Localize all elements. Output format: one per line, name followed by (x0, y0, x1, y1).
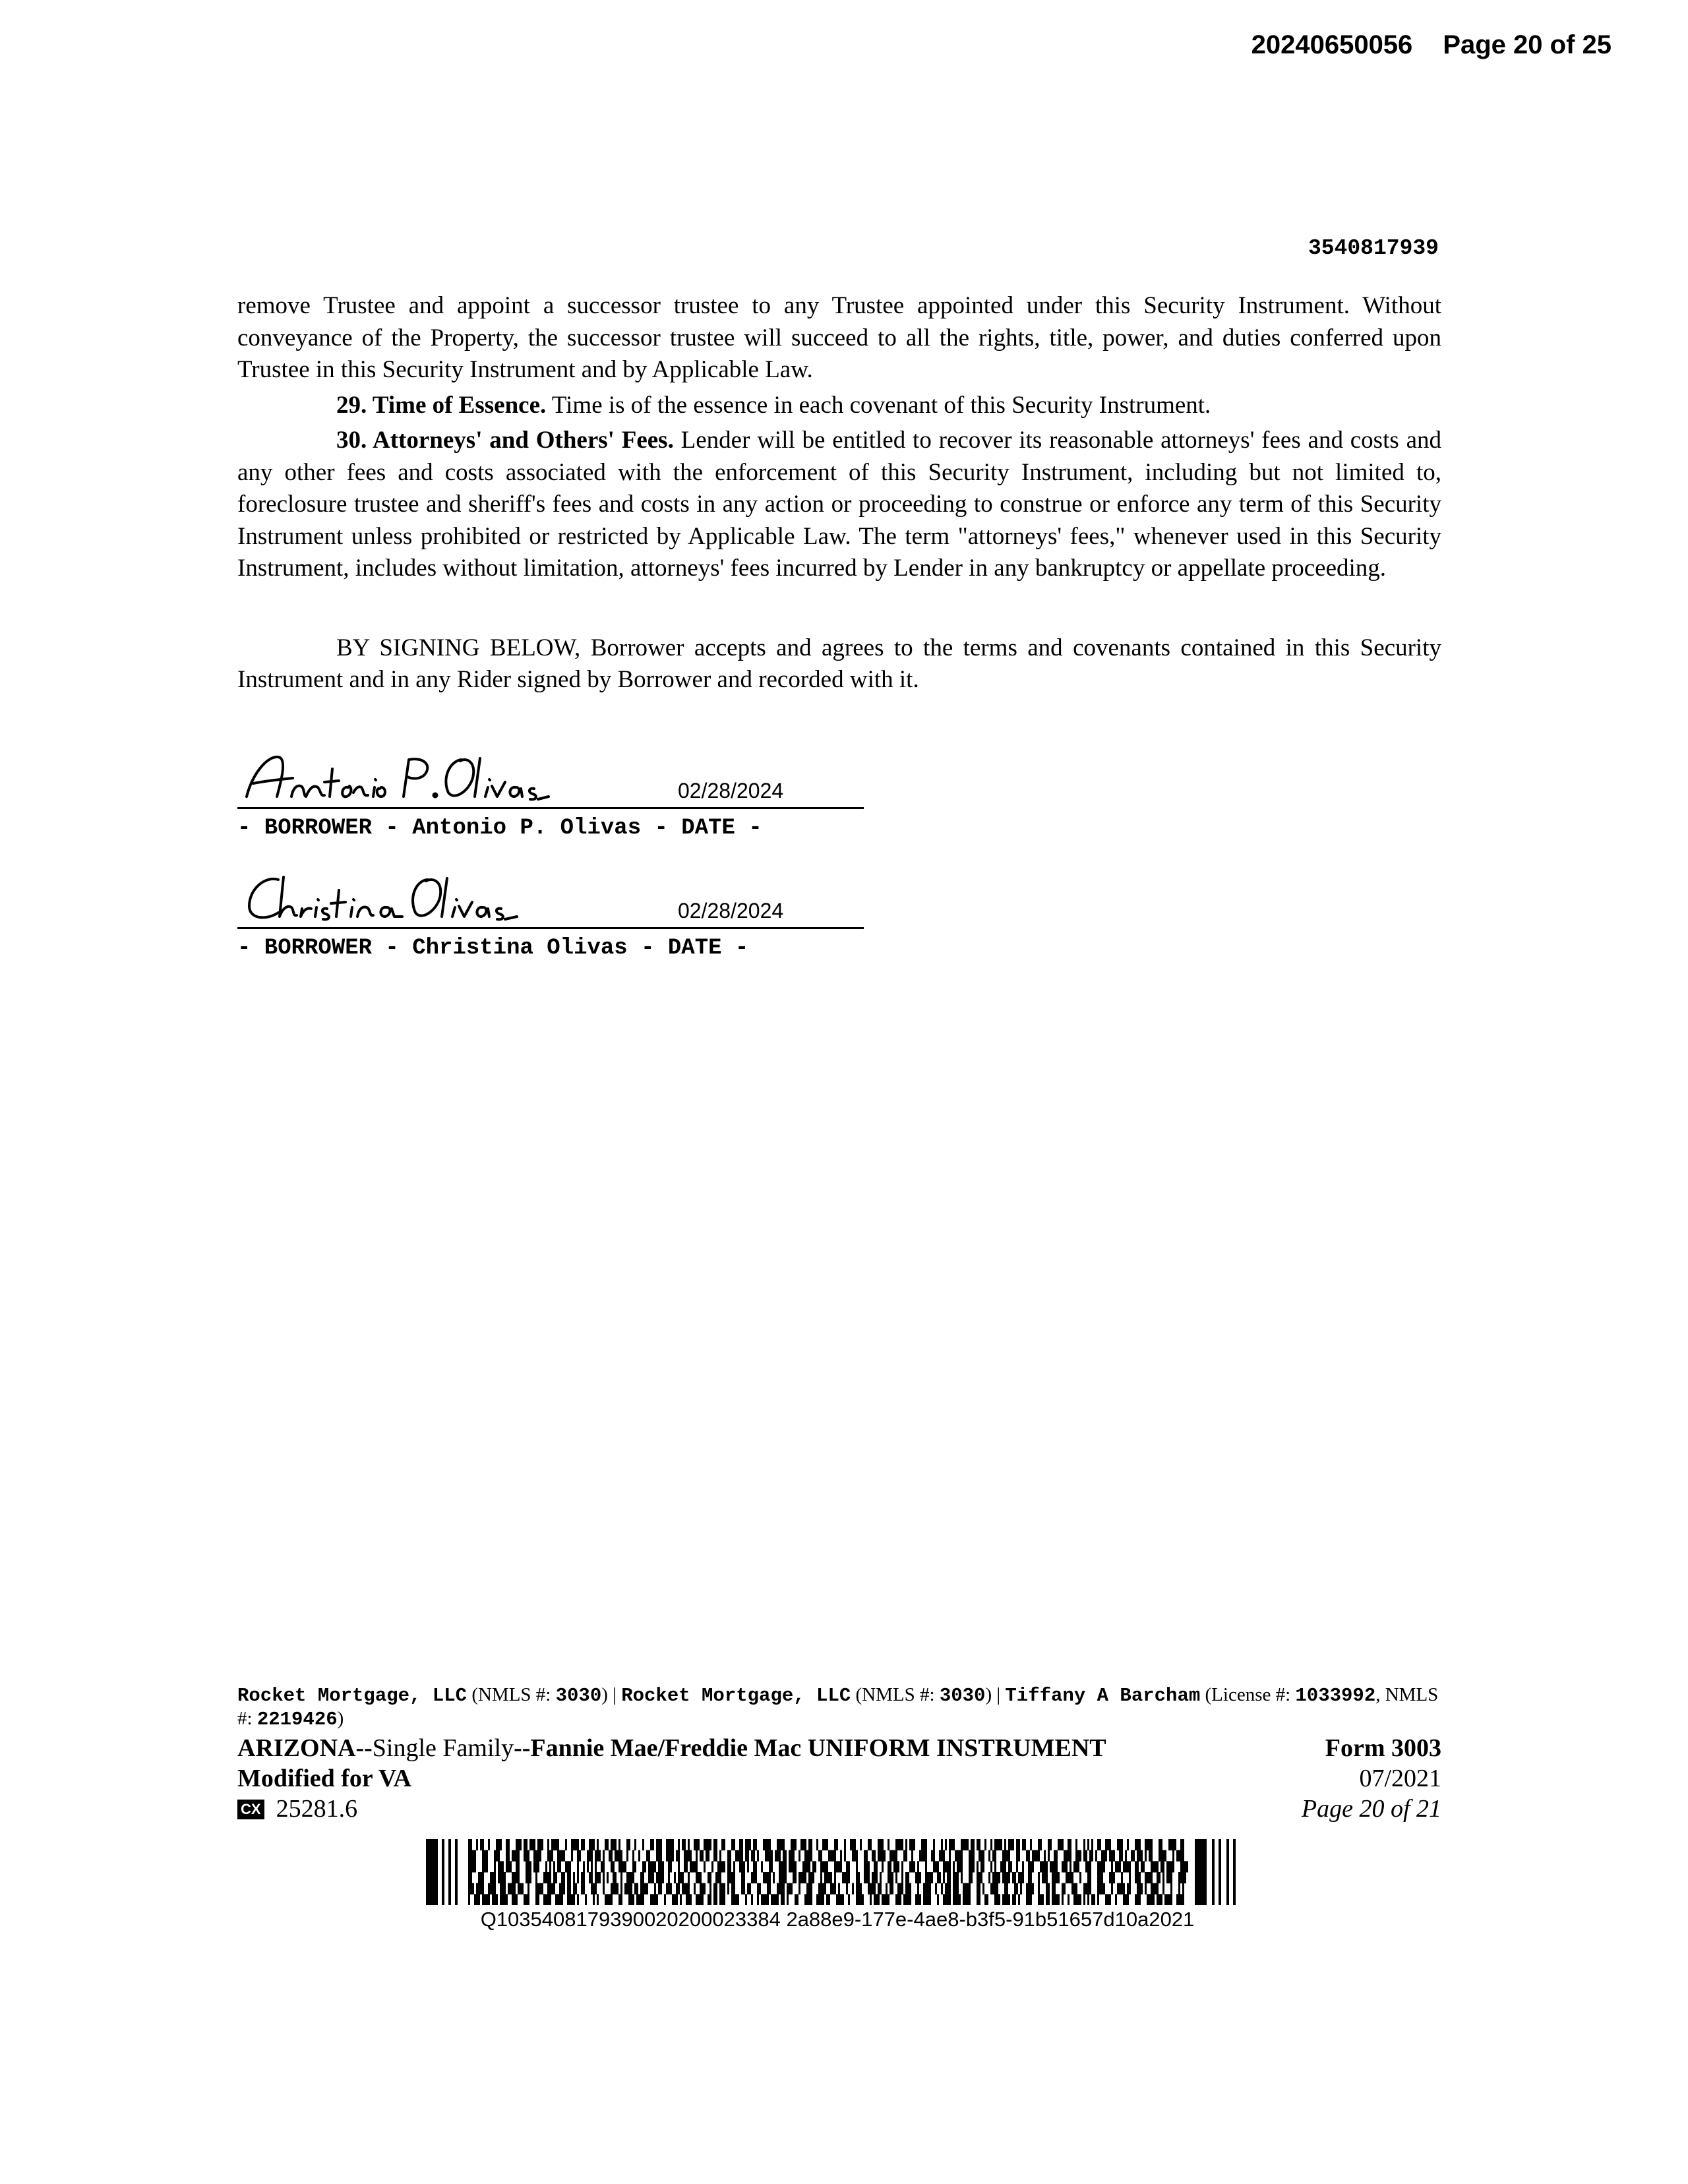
separator: ) | (601, 1684, 622, 1705)
signature-date: 02/28/2024 (678, 779, 784, 803)
nmls-number: 3030 (555, 1685, 602, 1707)
doc-code: 25281.6 (276, 1795, 358, 1823)
borrower-signature-block-1 (237, 752, 864, 841)
separator: -- (355, 1734, 373, 1762)
nmls-label: (NMLS #: (851, 1684, 940, 1705)
originator-name: Tiffany A Barcham (1005, 1685, 1201, 1707)
signature-line (237, 752, 864, 809)
recording-number: 20240650056 (1251, 30, 1413, 59)
separator: ) | (985, 1684, 1006, 1705)
nmls-label: (NMLS #: (467, 1684, 556, 1705)
nmls-label: , NMLS #: (237, 1684, 1439, 1729)
borrower-signature-block-2 (237, 872, 864, 961)
section-29-heading: 29. Time of Essence. (336, 391, 547, 419)
signature-caption: - BORROWER - Antonio P. Olivas - DATE - (237, 816, 762, 841)
signature-caption: - BORROWER - Christina Olivas - DATE - (237, 936, 749, 961)
form-date: 07/2021 (1359, 1765, 1441, 1792)
loan-number: 3540817939 (1308, 236, 1439, 260)
license-number: 1033992 (1295, 1685, 1376, 1707)
lender-originator-info (237, 1684, 1441, 1731)
nmls-number: 2219426 (256, 1709, 338, 1730)
property-type: Single Family (372, 1734, 514, 1762)
signature-antonio-olivas (240, 749, 557, 806)
form-modified: Modified for VA (237, 1765, 411, 1792)
signature-date: 02/28/2024 (678, 899, 784, 923)
form-number: Form 3003 (1325, 1734, 1441, 1762)
section-30-heading: 30. Attorneys' and Others' Fees. (336, 427, 674, 454)
signature-christina-olivas (240, 869, 563, 926)
form-title (237, 1733, 1441, 1763)
form-info (1302, 1733, 1441, 1824)
form-page: Page 20 of 21 (1301, 1795, 1441, 1823)
pdf417-barcode (426, 1839, 1250, 1905)
nmls-number: 3030 (939, 1685, 986, 1707)
recording-page-label: Page 20 of 25 (1443, 30, 1612, 59)
doc-code-row (237, 1794, 1441, 1824)
cx-logo-icon: CX (237, 1800, 264, 1819)
paragraph-28-continued: remove Trustee and appoint a successor trustee to any Trustee appointed under this Security Instrument. Without conveyance of the Property, the successor trustee will succeed to all the rights, title, power, and duties conferred upon Trustee in this Security Instrument and by Applicable Law. (237, 292, 1441, 383)
recording-header (1251, 30, 1612, 60)
document-body (237, 290, 1441, 696)
section-30-text: Lender will be entitled to recover its reasonable attorneys' fees and costs and any other fees and costs associated with the enforcement of this Security Instrument, including but not limited to, foreclosure trustee and sheriff's fees and costs in any action or proceeding to construe or enforce any term of this Security Instrument unless prohibited or restricted by Applicable Law. The term "attorneys' fees," whenever used in this Security Instrument, includes without limitation, attorneys' fees incurred by Lender in any bankruptcy or appellate proceeding. (237, 427, 1441, 582)
lender-name: Rocket Mortgage, LLC (237, 1685, 467, 1707)
barcode-text: Q1035408179390020200023384 2a88e9-177e-4ae8-b3f5-91b51657d10a2021 (480, 1908, 1195, 1931)
signature-line (237, 872, 864, 929)
section-29-text: Time is of the essence in each covenant of this Security Instrument. (546, 391, 1211, 419)
instrument-name: --Fannie Mae/Freddie Mac UNIFORM INSTRUMENT (514, 1734, 1106, 1762)
state-name: ARIZONA (237, 1734, 356, 1762)
lender-name: Rocket Mortgage, LLC (621, 1685, 851, 1707)
separator: ) (337, 1708, 344, 1729)
form-footer (237, 1733, 1441, 1824)
signing-statement: BY SIGNING BELOW, Borrower accepts and agrees to the terms and covenants contained in this Security Instrument and in any Rider signed by Borrower and recorded with it. (237, 634, 1441, 693)
section-30 (237, 425, 1441, 585)
section-29 (237, 390, 1441, 422)
license-label: (License #: (1200, 1684, 1296, 1705)
